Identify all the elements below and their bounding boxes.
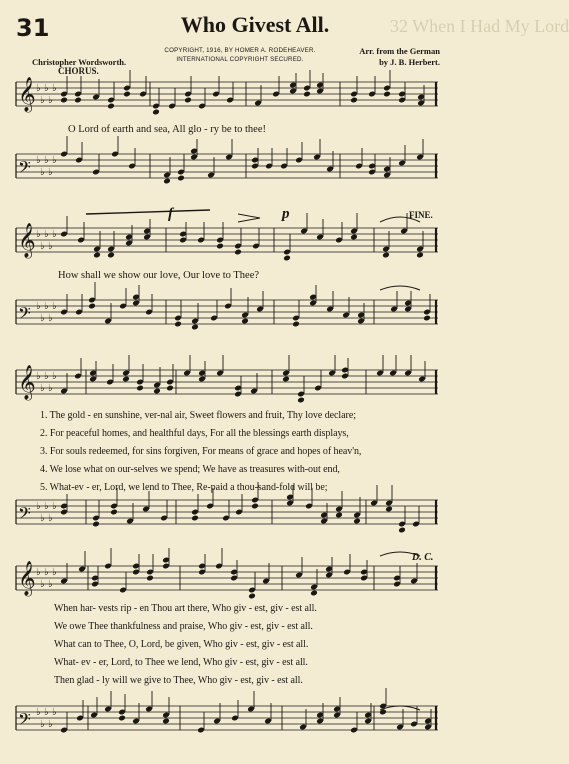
note-head <box>74 97 82 104</box>
note-head <box>350 234 358 241</box>
slur <box>86 210 210 214</box>
note-head <box>282 376 290 383</box>
chorus-lyric-line-2: How shall we show our love, Our love to Thee? <box>58 270 260 281</box>
flat-sign: ♭ <box>52 501 57 512</box>
flat-sign: ♭ <box>36 155 41 166</box>
note-head <box>174 321 182 328</box>
verse-b-line-5: Then glad - ly will we give to Thee, Who giv - est, giv - est all. <box>54 675 303 686</box>
flat-sign: ♭ <box>36 83 41 94</box>
note-head <box>60 97 68 104</box>
verse-a-line-4: 4. We lose what on our-selves we spend; We have as treasures with-out end, <box>40 464 340 475</box>
flat-sign: ♭ <box>44 707 49 718</box>
flat-sign: ♭ <box>52 83 57 94</box>
treble-clef: 𝄞 <box>18 561 36 596</box>
verse-b-line-1: When har- vests rip - en Thou art there, Who giv - est, giv - est all. <box>54 603 317 614</box>
bass-clef: 𝄢 <box>18 709 31 733</box>
copyright-line-1: COPYRIGHT, 1916, BY HOMER A. RODEHEAVER. <box>164 47 316 54</box>
piano-marking: p <box>282 206 290 222</box>
flat-sign: ♭ <box>40 719 45 730</box>
verse-b-line-2: We owe Thee thankfulness and praise, Who giv - est, giv - est all. <box>54 621 313 632</box>
bass-clef: 𝄢 <box>18 303 31 327</box>
flat-sign: ♭ <box>40 313 45 324</box>
arranger-line-2: by J. B. Herbert. <box>379 57 440 67</box>
flat-sign: ♭ <box>44 229 49 240</box>
flat-sign: ♭ <box>44 155 49 166</box>
copyright-line-2: INTERNATIONAL COPYRIGHT SECURED. <box>176 56 304 63</box>
flat-sign: ♭ <box>40 383 45 394</box>
treble-clef: 𝄞 <box>18 77 36 112</box>
treble-clef: 𝄞 <box>18 365 36 400</box>
bass-clef: 𝄢 <box>18 503 31 527</box>
verse-a-line-5: 5. What-ev - er, Lord, we lend to Thee, Re-paid a thou-sand-fold will be; <box>40 482 328 493</box>
note-head <box>303 91 311 98</box>
bass-clef: 𝄢 <box>18 157 31 181</box>
note-head <box>283 255 291 262</box>
note-head <box>248 593 256 600</box>
note-head <box>92 521 100 528</box>
note-head <box>234 249 242 256</box>
fine-marking: FINE. <box>409 210 433 220</box>
note-head <box>297 397 305 404</box>
flat-sign: ♭ <box>36 229 41 240</box>
note-head <box>385 506 393 513</box>
note-head <box>382 252 390 259</box>
flat-sign: ♭ <box>48 719 53 730</box>
note-head <box>383 91 391 98</box>
note-head <box>241 318 249 325</box>
note-head <box>136 385 144 392</box>
chorus-lyric-line-1: O Lord of earth and sea, All glo - ry be to thee! <box>68 124 266 135</box>
note-head <box>177 175 185 182</box>
note-head <box>310 590 318 597</box>
note-head <box>166 385 174 392</box>
accent-mark <box>238 214 260 222</box>
flat-sign: ♭ <box>48 95 53 106</box>
author: Christopher Wordsworth. <box>32 57 127 67</box>
flat-sign: ♭ <box>36 371 41 382</box>
note-head <box>292 321 300 328</box>
note-head <box>123 91 131 98</box>
flat-sign: ♭ <box>40 579 45 590</box>
flat-sign: ♭ <box>44 83 49 94</box>
verse-a-line-3: 3. For souls redeemed, for sins forgiven, For means of grace and hopes of heav'n, <box>40 446 362 457</box>
verse-b-line-3: What can to Thee, O, Lord, be given, Who giv - est, giv - est all. <box>54 639 309 650</box>
dc-marking: D. C. <box>412 552 434 563</box>
note-head <box>335 512 343 519</box>
flat-sign: ♭ <box>52 301 57 312</box>
note-head <box>152 109 160 116</box>
note-head <box>398 527 406 534</box>
note-head <box>88 303 96 310</box>
flat-sign: ♭ <box>44 501 49 512</box>
verse-a-line-1: 1. The gold - en sunshine, ver-nal air, Sweet flowers and fruit, Thy love declare; <box>40 410 356 421</box>
bleed-through-text: 32 When I Had My Lord <box>390 16 569 36</box>
arranger-line-1: Arr. from the German <box>359 46 440 56</box>
verse-b-line-4: What- ev - er, Lord, to Thee we lend, Who giv - est, giv - est all. <box>54 657 308 668</box>
note-head <box>146 575 154 582</box>
flat-sign: ♭ <box>52 155 57 166</box>
hymn-number: 31 <box>16 14 50 42</box>
flat-sign: ♭ <box>40 241 45 252</box>
flat-sign: ♭ <box>52 707 57 718</box>
flat-sign: ♭ <box>36 301 41 312</box>
note-head <box>184 97 192 104</box>
flat-sign: ♭ <box>36 567 41 578</box>
flat-sign: ♭ <box>44 371 49 382</box>
flat-sign: ♭ <box>48 513 53 524</box>
note-head <box>416 252 424 259</box>
note-head <box>191 515 199 522</box>
flat-sign: ♭ <box>40 95 45 106</box>
flat-sign: ♭ <box>48 167 53 178</box>
note-head <box>118 715 126 722</box>
flat-sign: ♭ <box>44 567 49 578</box>
tie <box>380 286 420 290</box>
chorus-marking: CHORUS. <box>58 66 99 76</box>
flat-sign: ♭ <box>48 313 53 324</box>
note-head <box>353 518 361 525</box>
flat-sign: ♭ <box>36 707 41 718</box>
tie <box>380 706 420 710</box>
note-head <box>163 178 171 185</box>
note-head <box>191 324 199 331</box>
note-head <box>107 252 115 259</box>
flat-sign: ♭ <box>40 167 45 178</box>
verse-a-line-2: 2. For peaceful homes, and healthful days, For all the blessings earth displays, <box>40 428 349 439</box>
hymn-title: Who Givest All. <box>180 12 330 37</box>
flat-sign: ♭ <box>44 301 49 312</box>
flat-sign: ♭ <box>48 241 53 252</box>
note-head <box>107 103 115 110</box>
note-head <box>251 503 259 510</box>
note-head <box>423 315 431 322</box>
flat-sign: ♭ <box>52 371 57 382</box>
note-head <box>122 376 130 383</box>
forte-marking: f <box>168 206 173 222</box>
note-head <box>350 97 358 104</box>
flat-sign: ♭ <box>52 229 57 240</box>
flat-sign: ♭ <box>48 579 53 590</box>
flat-sign: ♭ <box>48 383 53 394</box>
flat-sign: ♭ <box>40 513 45 524</box>
treble-clef: 𝄞 <box>18 223 36 258</box>
note-head <box>153 388 161 395</box>
note-head <box>110 509 118 516</box>
note-head <box>216 243 224 250</box>
note-head <box>93 252 101 259</box>
flat-sign: ♭ <box>52 567 57 578</box>
note-head <box>162 718 170 725</box>
flat-sign: ♭ <box>36 501 41 512</box>
